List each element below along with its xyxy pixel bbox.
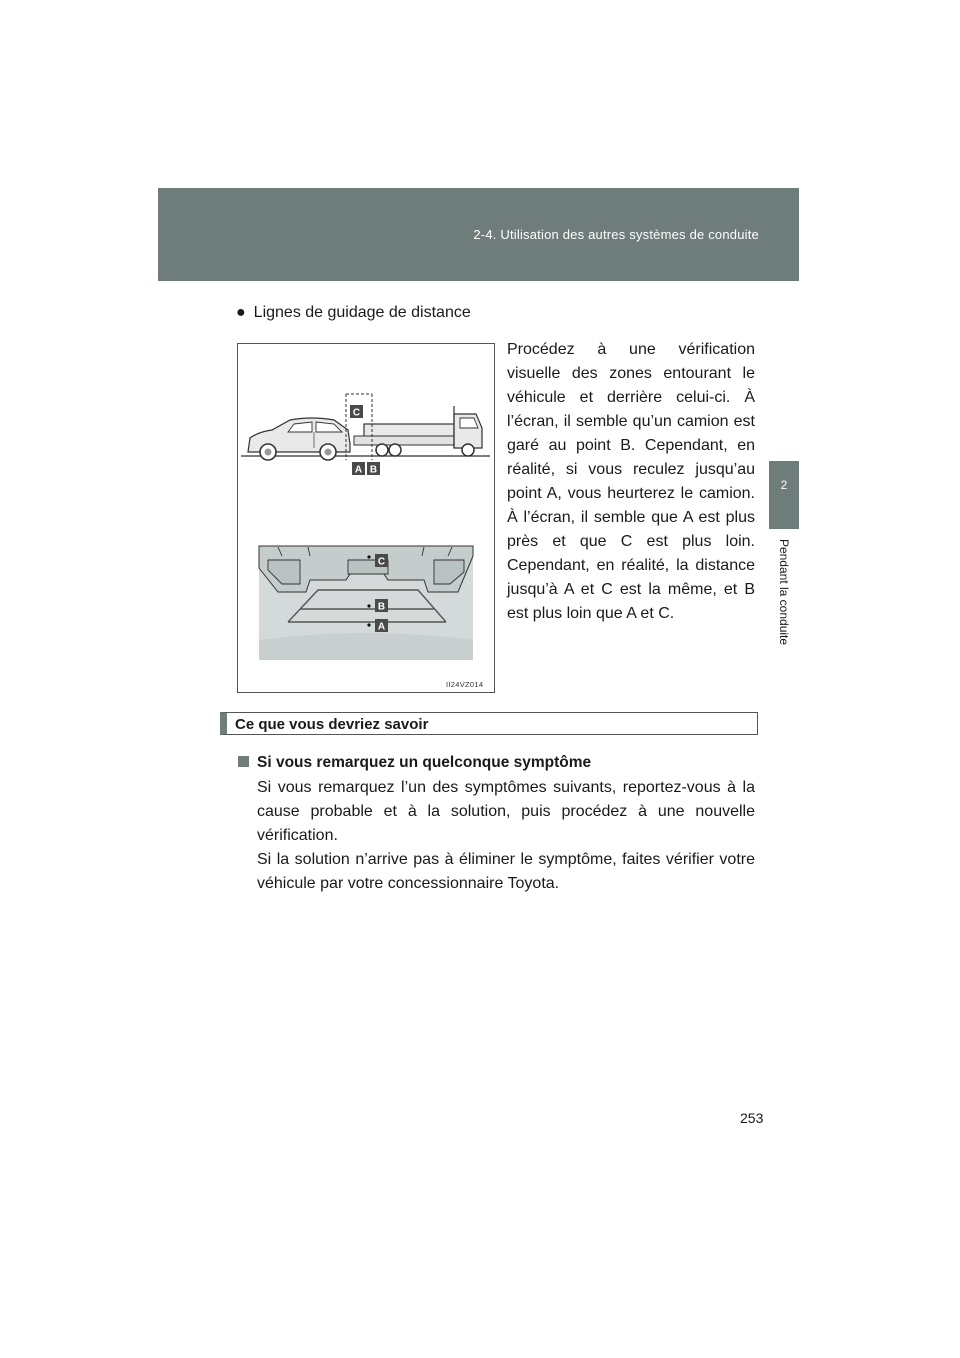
bullet-heading-text: Lignes de guidage de distance [253, 304, 471, 321]
bullet-dot-icon: ● [236, 304, 246, 321]
point-a-dot [367, 623, 370, 626]
header-band [158, 188, 799, 281]
symptom-paragraph-2: Si la solution n’arrive pas à éliminer le symptôme, faites vérifier votre véhicule par votre concessionnaire Toyota. [257, 851, 755, 892]
label-c-screen: C [377, 556, 386, 568]
page-number: 253 [740, 1110, 764, 1126]
figure-svg [238, 344, 494, 692]
figure-illustration [237, 343, 495, 693]
chapter-number: 2 [780, 478, 788, 492]
chapter-title: Pendant la conduite [777, 538, 791, 646]
suv-car-icon [248, 418, 350, 460]
symptom-paragraph-1: Si vous remarquez l’un des symptômes suivants, reportez-vous à la cause probable et à la solution, puis procédez à une nouvelle vérification. [257, 779, 755, 844]
bullet-heading [236, 304, 471, 322]
symptom-heading-text: Si vous remarquez un quelconque symptôme [257, 754, 592, 771]
camera-screen [259, 546, 473, 660]
label-a-top: A [354, 464, 363, 476]
distance-explanation: Procédez à une vérification visuelle des zones entourant le véhicule et derrière celui-ci. À l’écran, il semble qu’un camion est garé au point B. Cependant, en réalité, si vous reculez jusqu’au point A, vous heurterez le camion. À l’écran, il semble que A est plus près et que C est plus loin. Cependant, en réalité, la distance jusqu’à A et C est la même, et B est plus loin que A et C. [507, 341, 755, 622]
truck-icon [354, 406, 482, 456]
label-c-top: C [352, 407, 361, 419]
info-box-title: Ce que vous devriez savoir [235, 716, 429, 733]
section-title: 2-4. Utilisation des autres systèmes de conduite [473, 227, 759, 242]
symptom-heading [238, 754, 591, 772]
square-bullet-icon [238, 756, 249, 767]
label-b-screen: B [377, 601, 386, 613]
chapter-tab [769, 461, 799, 529]
label-a-screen: A [377, 621, 386, 633]
label-b-top: B [369, 464, 378, 476]
point-c-dot [367, 555, 370, 558]
figure-code: II24VZ014 [446, 680, 484, 689]
info-box-header [220, 712, 758, 735]
point-b-dot [367, 604, 370, 607]
